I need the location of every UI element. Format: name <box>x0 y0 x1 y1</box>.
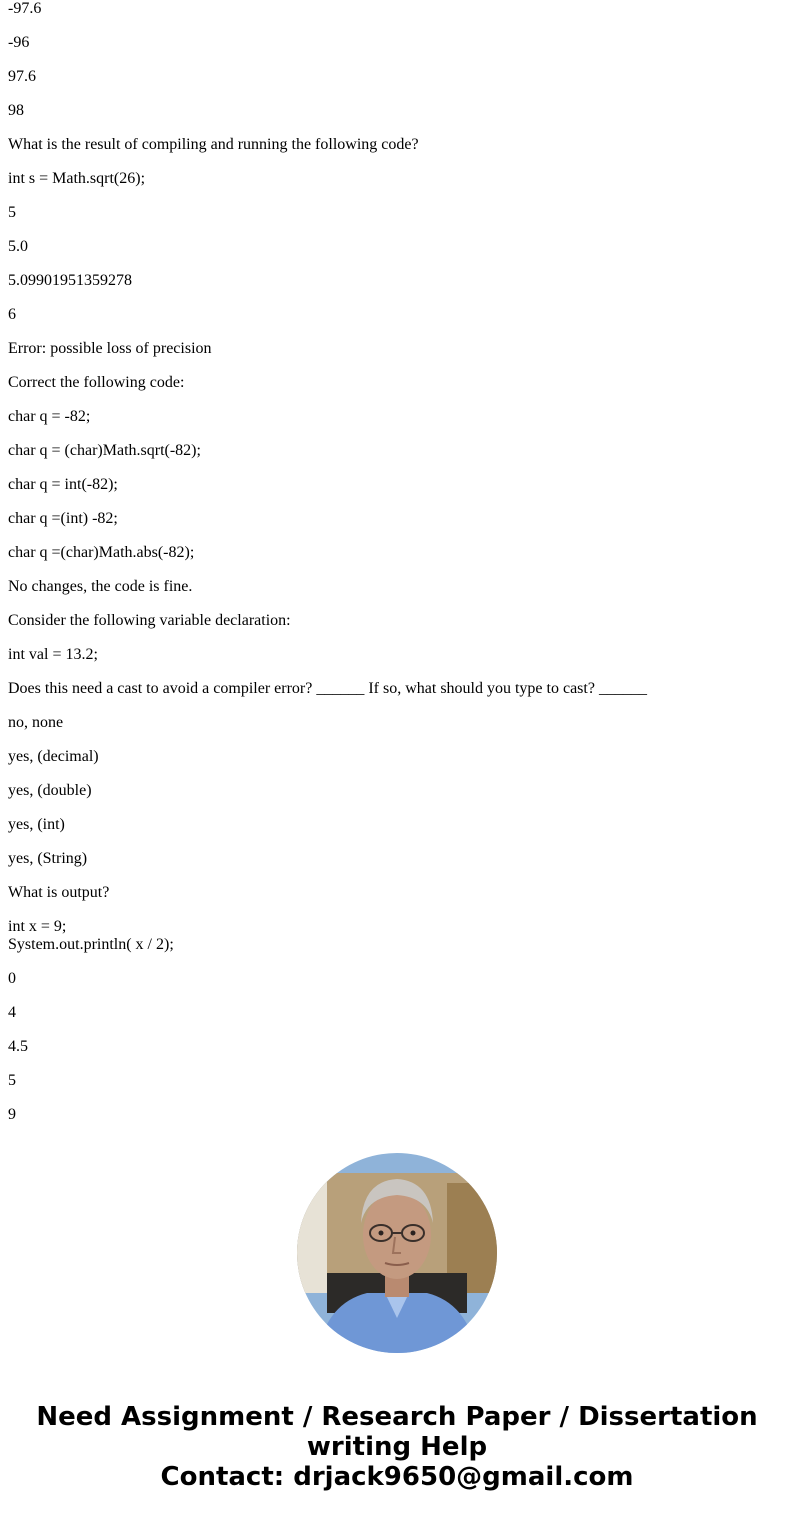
code-line: char q = -82; <box>8 408 91 425</box>
question-text: Correct the following code: <box>8 374 185 391</box>
answer-option: 6 <box>8 306 16 323</box>
answer-option: 5 <box>8 204 16 221</box>
promo-banner <box>0 1402 794 1492</box>
answer-option: no, none <box>8 714 64 731</box>
code-line: System.out.println( x / 2); <box>8 936 174 953</box>
question-text: Consider the following variable declaration: <box>8 612 291 629</box>
answer-option: char q =(char)Math.abs(-82); <box>8 544 195 561</box>
code-line: int s = Math.sqrt(26); <box>8 170 146 187</box>
author-photo <box>297 1153 497 1353</box>
banner-contact: Contact: drjack9650@gmail.com <box>160 1462 634 1492</box>
answer-option: 5.0 <box>8 238 28 255</box>
banner-line-1: Need Assignment / Research Paper / Dissertation <box>36 1402 758 1432</box>
code-line: int x = 9; <box>8 918 67 935</box>
answer-option: char q =(int) -82; <box>8 510 118 527</box>
banner-line-2: writing Help <box>306 1432 488 1462</box>
answer-option: yes, (decimal) <box>8 748 99 765</box>
question-text: What is the result of compiling and running the following code? <box>8 136 419 153</box>
answer-option: char q = int(-82); <box>8 476 118 493</box>
answer-option: yes, (int) <box>8 816 65 833</box>
answer-option: No changes, the code is fine. <box>8 578 193 595</box>
document-body <box>8 0 788 1122</box>
answer-option: -96 <box>8 34 30 51</box>
code-line: int val = 13.2; <box>8 646 98 663</box>
question-text: Does this need a cast to avoid a compiler error? ______ If so, what should you type to cast? ______ <box>8 680 647 697</box>
answer-option: 4 <box>8 1004 16 1021</box>
answer-option: 4.5 <box>8 1038 28 1055</box>
answer-option: 98 <box>8 102 24 119</box>
answer-option: 5.09901951359278 <box>8 272 132 289</box>
answer-option: yes, (double) <box>8 782 92 799</box>
answer-option: char q = (char)Math.sqrt(-82); <box>8 442 201 459</box>
answer-option: -97.6 <box>8 0 42 17</box>
answer-option: yes, (String) <box>8 850 88 867</box>
answer-option: 97.6 <box>8 68 36 85</box>
answer-option: 0 <box>8 970 16 987</box>
portrait-illustration <box>297 1153 497 1353</box>
answer-option: 9 <box>8 1106 16 1122</box>
answer-option: Error: possible loss of precision <box>8 340 212 357</box>
question-text: What is output? <box>8 884 110 901</box>
answer-option: 5 <box>8 1072 16 1089</box>
